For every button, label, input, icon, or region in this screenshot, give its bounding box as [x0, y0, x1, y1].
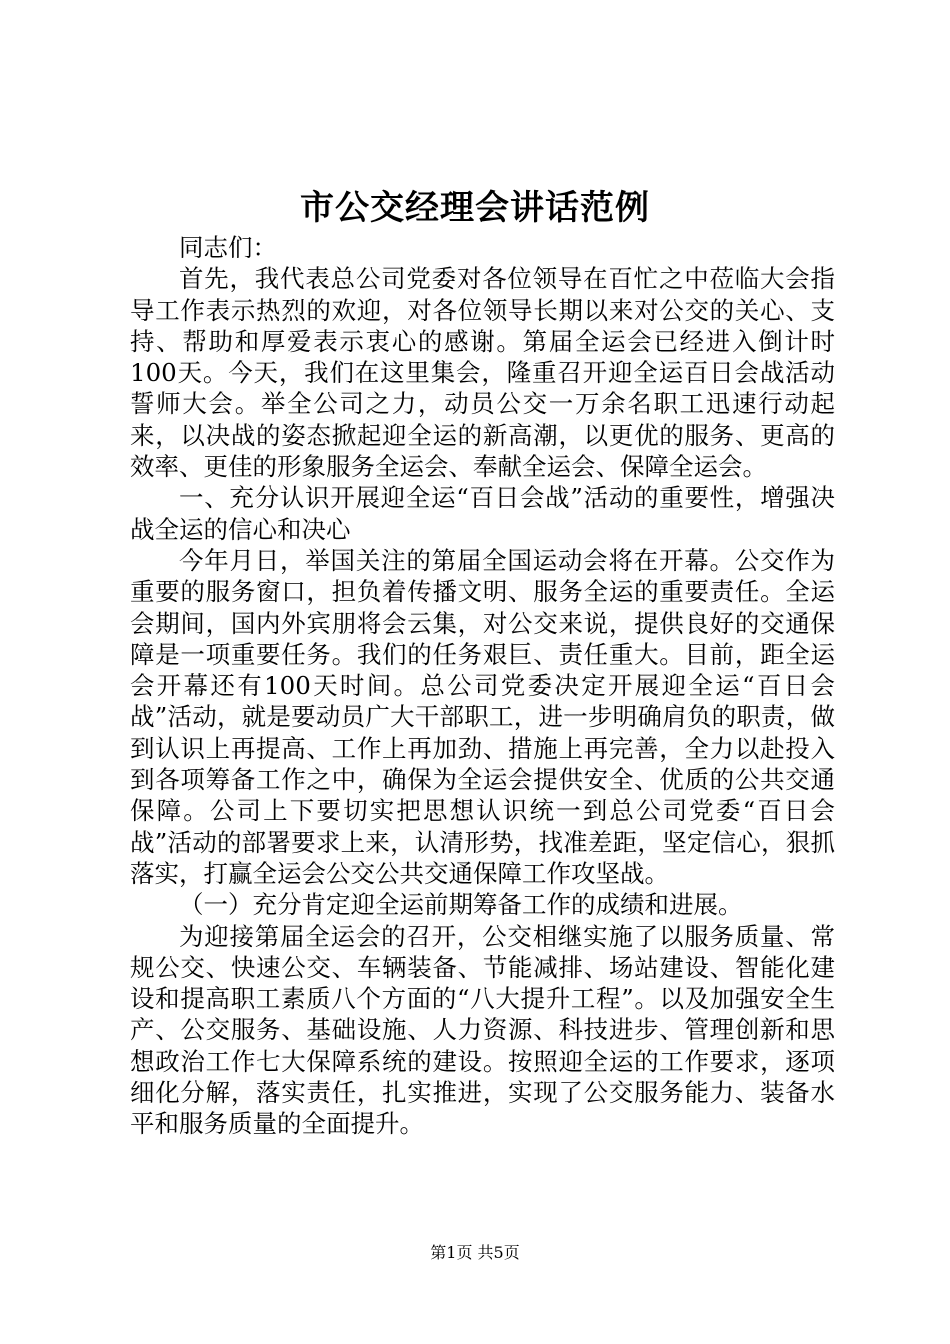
- opening-paragraph: 首先，我代表总公司党委对各位领导在百忙之中莅临大会指导工作表示热烈的欢迎，对各位领导长期以来对公交的关心、支持、帮助和厚爱表示衷心的感谢。第届全运会已经进入倒计时100天。今天，我们在这里集会，隆重召开迎全运百日会战活动誓师大会。举全公司之力，动员公交一万余名职工迅速行动起来，以决战的姿态掀起迎全运的新高潮，以更优的服务、更高的效率、更佳的形象服务全运会、奉献全运会、保障全运会。: [130, 264, 835, 482]
- section-heading-1: 一、充分认识开展迎全运“百日会战”活动的重要性，增强决战全运的信心和决心: [130, 483, 835, 544]
- page-number-footer: 第1页 共5页: [430, 1243, 520, 1262]
- salutation-paragraph: 同志们：: [179, 233, 277, 262]
- subsection-heading-1: （一）充分肯定迎全运前期筹备工作的成绩和进展。: [179, 890, 743, 920]
- body-paragraph: 为迎接第届全运会的召开，公交相继实施了以服务质量、常规公交、快速公交、车辆装备、节能减排、场站建设、智能化建设和提高职工素质八个方面的“八大提升工程”。以及加强安全生产、公交服务、基础设施、人力资源、科技进步、管理创新和思想政治工作七大保障系统的建设。按照迎全运的工作要求，逐项细化分解，落实责任，扎实推进，实现了公交服务能力、装备水平和服务质量的全面提升。: [130, 921, 835, 1139]
- document-title: 市公交经理会讲话范例: [300, 188, 650, 228]
- body-paragraph: 今年月日，举国关注的第届全国运动会将在开幕。公交作为重要的服务窗口，担负着传播文明、服务全运的重要责任。全运会期间，国内外宾朋将会云集，对公交来说，提供良好的交通保障是一项重要任务。我们的任务艰巨、责任重大。目前，距全运会开幕还有100天时间。总公司党委决定开展迎全运“百日会战”活动，就是要动员广大干部职工，进一步明确肩负的职责，做到认识上再提高、工作上再加劲、措施上再完善，全力以赴投入到各项筹备工作之中，确保为全运会提供安全、优质的公共交通保障。公司上下要切实把思想认识统一到总公司党委“百日会战”活动的部署要求上来，认清形势，找准差距，坚定信心，狠抓落实，打赢全运会公交公共交通保障工作攻坚战。: [130, 545, 835, 888]
- document-body: [130, 232, 835, 1140]
